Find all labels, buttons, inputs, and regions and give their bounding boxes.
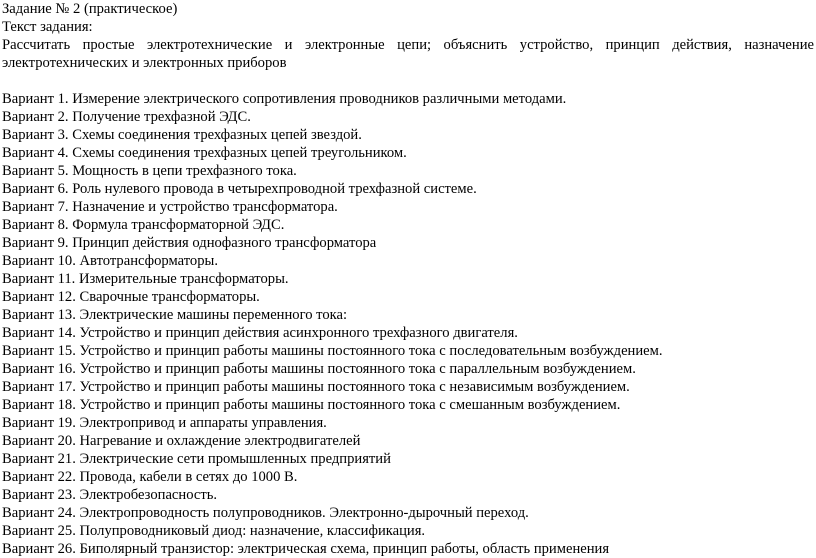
variant-item: Вариант 26. Биполярный транзистор: электрическая схема, принцип работы, область применения: [2, 541, 610, 557]
variant-item: Вариант 14. Устройство и принцип действия асинхронного трехфазного двигателя.: [2, 325, 518, 341]
variant-item: Вариант 18. Устройство и принцип работы машины постоянного тока с смешанным возбуждением.: [2, 397, 621, 413]
variant-item: Вариант 11. Измерительные трансформаторы.: [2, 271, 289, 287]
assignment-heading: Задание № 2 (практическое): [2, 1, 178, 17]
variant-item: Вариант 9. Принцип действия однофазного трансформатора: [2, 235, 377, 251]
variant-item: Вариант 21. Электрические сети промышленных предприятий: [2, 451, 391, 467]
variant-item: Вариант 5. Мощность в цепи трехфазного тока.: [2, 163, 297, 179]
variant-item: Вариант 22. Провода, кабели в сетях до 1000 В.: [2, 469, 298, 485]
variant-item: Вариант 2. Получение трехфазной ЭДС.: [2, 109, 251, 125]
task-label: Текст задания:: [2, 19, 93, 35]
variant-item: Вариант 16. Устройство и принцип работы машины постоянного тока с параллельным возбуждением.: [2, 361, 636, 377]
variant-item: Вариант 24. Электропроводность полупроводников. Электронно-дырочный переход.: [2, 505, 529, 521]
blank-line: [2, 72, 814, 90]
variant-item: Вариант 10. Автотрансформаторы.: [2, 253, 218, 269]
variant-list: [2, 90, 814, 558]
variant-item: Вариант 12. Сварочные трансформаторы.: [2, 289, 260, 305]
variant-item: Вариант 3. Схемы соединения трехфазных цепей звездой.: [2, 127, 362, 143]
variant-item: Вариант 23. Электробезопасность.: [2, 487, 218, 503]
variant-item: Вариант 13. Электрические машины переменного тока:: [2, 307, 348, 323]
variant-item: Вариант 6. Роль нулевого провода в четырехпроводной трехфазной системе.: [2, 181, 477, 197]
task-description: Рассчитать простые электротехнические и электронные цепи; объяснить устройство, принцип действия, назначение электротехнических и электронных приборов: [2, 37, 814, 71]
variant-item: Вариант 8. Формула трансформаторной ЭДС.: [2, 217, 285, 233]
document-page: [2, 0, 814, 558]
variant-item: Вариант 1. Измерение электрического сопротивления проводников различными методами.: [2, 91, 567, 107]
variant-item: Вариант 15. Устройство и принцип работы машины постоянного тока с последовательным возбуждением.: [2, 343, 663, 359]
variant-item: Вариант 7. Назначение и устройство трансформатора.: [2, 199, 338, 215]
variant-item: Вариант 20. Нагревание и охлаждение электродвигателей: [2, 433, 361, 449]
variant-item: Вариант 17. Устройство и принцип работы машины постоянного тока с независимым возбуждением.: [2, 379, 630, 395]
variant-item: Вариант 25. Полупроводниковый диод: назначение, классификация.: [2, 523, 426, 539]
variant-item: Вариант 4. Схемы соединения трехфазных цепей треугольником.: [2, 145, 407, 161]
variant-item: Вариант 19. Электропривод и аппараты управления.: [2, 415, 327, 431]
